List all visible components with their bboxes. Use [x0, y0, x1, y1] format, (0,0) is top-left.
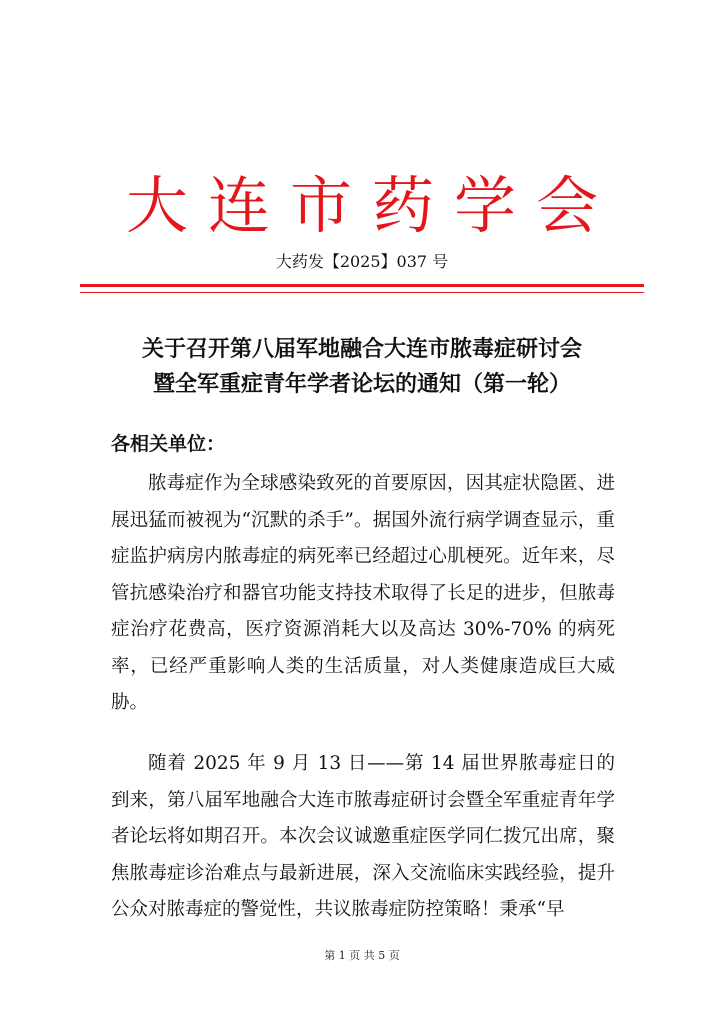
notice-title-line2: 暨全军重症青年学者论坛的通知（第一轮）: [152, 372, 571, 397]
header-divider-thick: [80, 284, 644, 287]
salutation: 各相关单位：: [111, 433, 226, 455]
document-number: 大药发【2025】037 号: [275, 252, 449, 271]
header-divider-thin: [80, 292, 644, 293]
body-paragraph-1: 脓毒症作为全球感染致死的首要原因，因其症状隐匿、进展迅猛而被视为“沉默的杀手”。据国外流行病学调查显示，重症监护病房内脓毒症的病死率已经超过心肌梗死。近年来，尽管抗感染治疗和器官功能支持技术取得了长足的进步，但脓毒症治疗花费高，医疗资源消耗大以及高达 30%-70% 的病死率，已经严重影响人类的生活质量，对人类健康造成巨大威胁。: [111, 473, 615, 713]
notice-title-line1: 关于召开第八届军地融合大连市脓毒症研讨会: [141, 337, 582, 362]
body-paragraph-2: 随着 2025 年 9 月 13 日——第 14 届世界脓毒症日的到来，第八届军地融合大连市脓毒症研讨会暨全军重症青年学者论坛将如期召开。本次会议诚邀重症医学同仁拨冗出席，聚焦脓毒症诊治难点与最新进展，深入交流临床实践经验，提升公众对脓毒症的警觉性，共议脓毒症防控策略！秉承“早: [111, 753, 615, 920]
page-footer: 第 1 页 共 5 页: [324, 949, 400, 962]
organization-title: 大连市药学会: [125, 169, 618, 242]
